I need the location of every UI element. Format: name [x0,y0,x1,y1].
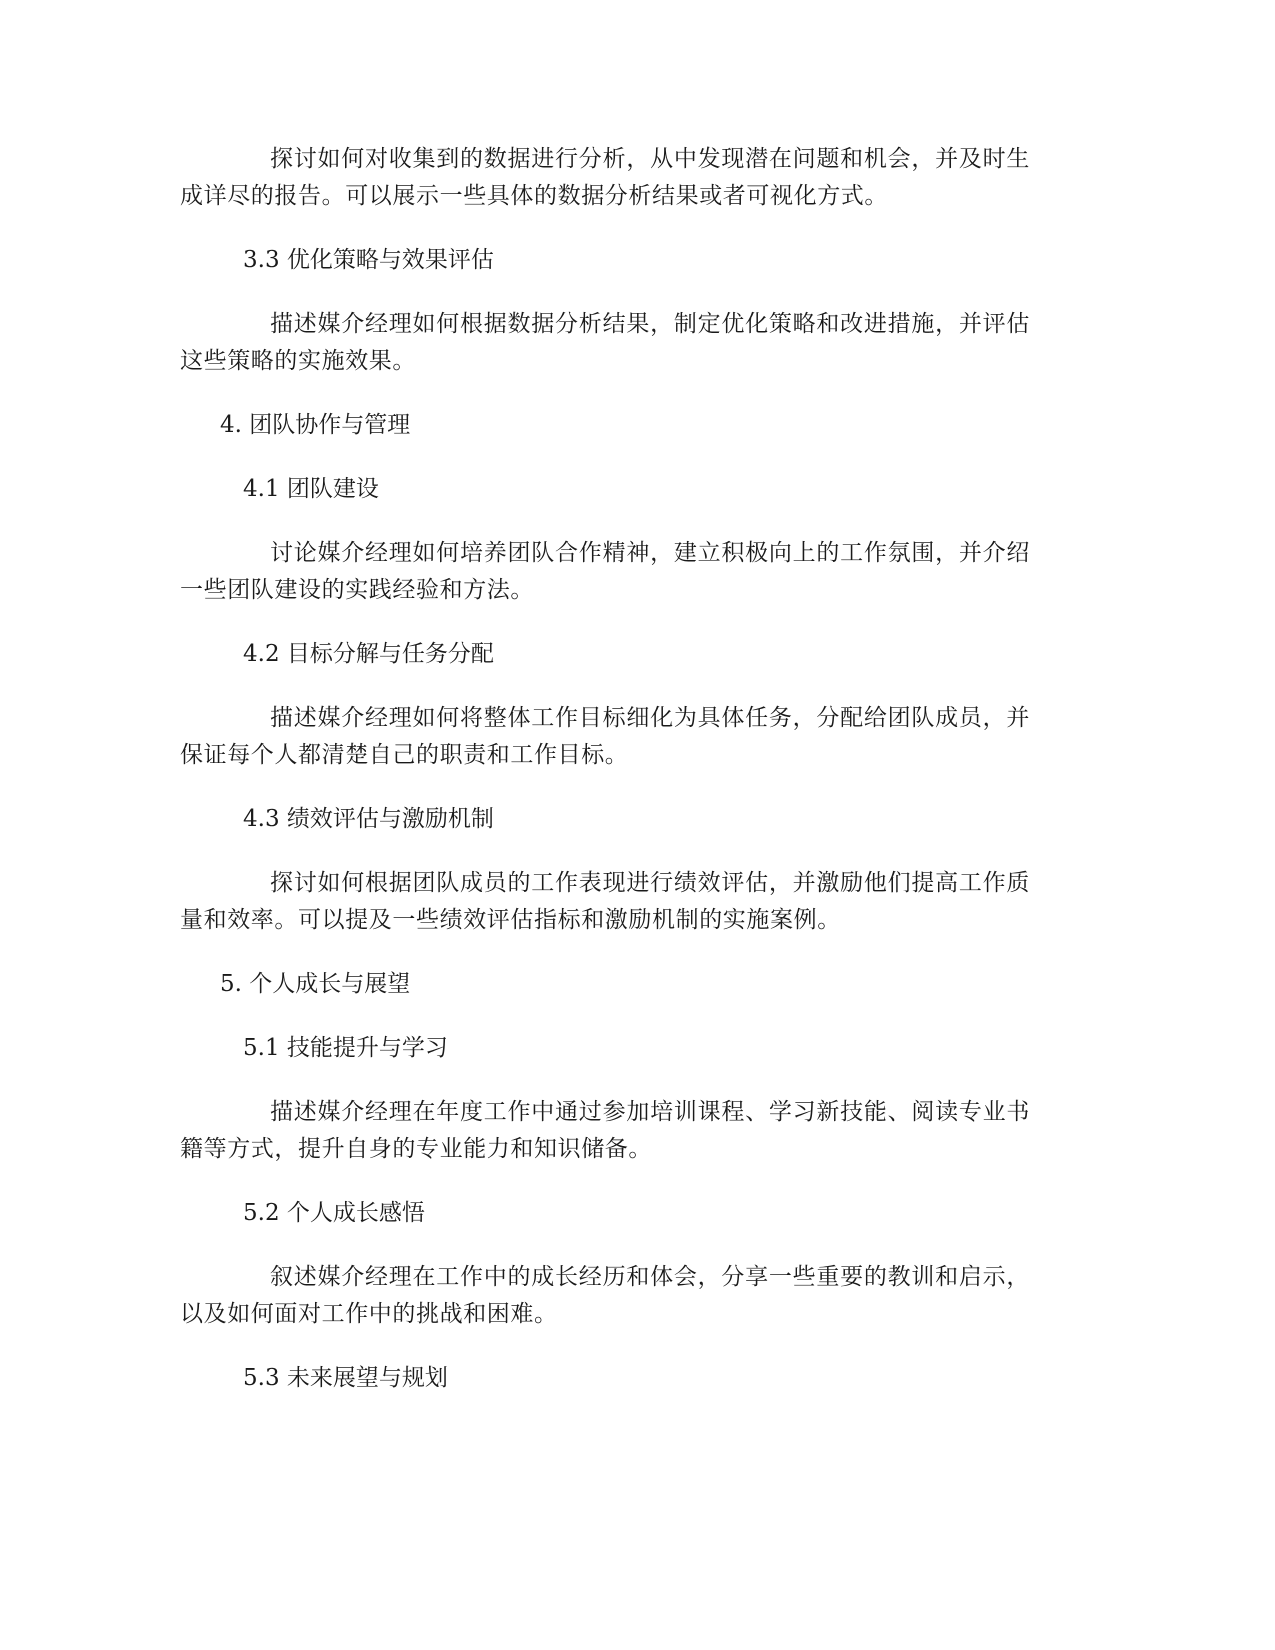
heading-4-1: 4.1 团队建设 [243,476,379,502]
heading-4-3: 4.3 绩效评估与激励机制 [243,806,494,832]
paragraph-team-building: 讨论媒介经理如何培养团队合作精神，建立积极向上的工作氛围，并介绍一些团队建设的实践经验和方法。 [180,540,1030,603]
paragraph-optimization: 描述媒介经理如何根据数据分析结果，制定优化策略和改进措施，并评估这些策略的实施效果。 [180,311,1030,374]
heading-5: 5. 个人成长与展望 [220,971,411,997]
paragraph-personal-growth: 叙述媒介经理在工作中的成长经历和体会，分享一些重要的教训和启示，以及如何面对工作中的挑战和困难。 [180,1264,1030,1327]
document-body [180,141,1030,1397]
heading-4: 4. 团队协作与管理 [220,412,411,438]
paragraph-data-analysis: 探讨如何对收集到的数据进行分析，从中发现潜在问题和机会，并及时生成详尽的报告。可以展示一些具体的数据分析结果或者可视化方式。 [180,146,1030,209]
heading-3-3: 3.3 优化策略与效果评估 [243,247,494,273]
heading-5-3: 5.3 未来展望与规划 [243,1365,448,1391]
heading-5-2: 5.2 个人成长感悟 [243,1200,425,1226]
heading-5-1: 5.1 技能提升与学习 [243,1035,448,1061]
paragraph-task-allocation: 描述媒介经理如何将整体工作目标细化为具体任务，分配给团队成员，并保证每个人都清楚自己的职责和工作目标。 [180,705,1030,768]
paragraph-performance: 探讨如何根据团队成员的工作表现进行绩效评估，并激励他们提高工作质量和效率。可以提及一些绩效评估指标和激励机制的实施案例。 [180,870,1030,933]
heading-4-2: 4.2 目标分解与任务分配 [243,641,494,667]
paragraph-skill-improvement: 描述媒介经理在年度工作中通过参加培训课程、学习新技能、阅读专业书籍等方式，提升自身的专业能力和知识储备。 [180,1099,1030,1162]
